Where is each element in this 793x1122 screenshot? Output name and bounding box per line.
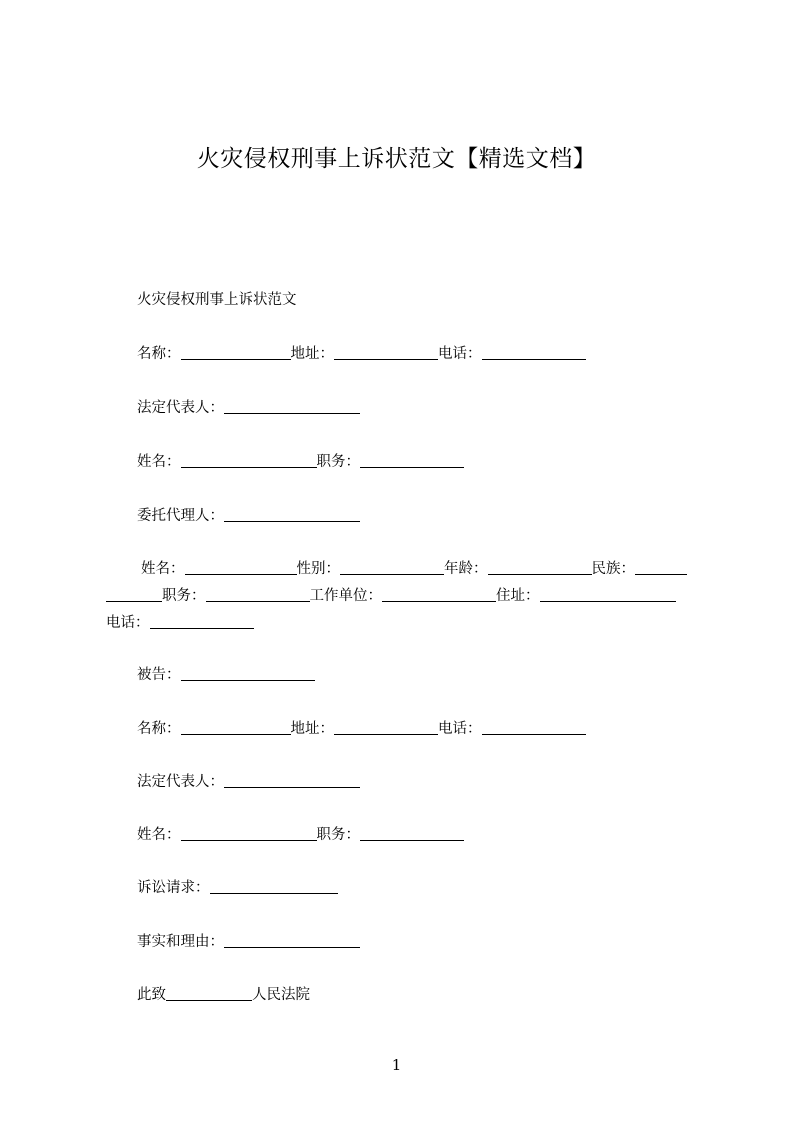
gender-label: 性别： [296,561,340,577]
position-label: 职务： [316,454,360,470]
work-unit-blank[interactable] [382,587,496,602]
def-rep-name-row [137,826,464,844]
agent-phone-blank[interactable] [150,614,254,629]
person-name-label: 姓名： [137,454,181,470]
legal-rep-label: 法定代表人： [137,400,224,416]
def-legal-rep-label: 法定代表人： [137,774,224,790]
legal-rep-blank[interactable] [224,399,360,414]
agent-label: 委托代理人： [137,508,224,524]
defendant-row [137,666,315,684]
closing-prefix: 此致 [137,987,166,1003]
age-label: 年龄： [444,561,488,577]
agent-details-line-2 [106,587,676,605]
def-address-blank[interactable] [334,720,438,735]
ethnicity-blank-cont[interactable] [106,587,162,602]
ethnicity-blank[interactable] [635,560,687,575]
closing-row [137,986,310,1004]
residence-blank[interactable] [540,587,676,602]
plaintiff-contact-row [137,345,586,363]
residence-label: 住址： [496,588,540,604]
defendant-blank[interactable] [181,666,315,681]
document-title: 火灾侵权刑事上诉状范文【精选文档】 [196,146,597,172]
ethnicity-label: 民族： [591,561,635,577]
agent-name-label: 姓名： [141,561,185,577]
agent-position-label: 职务： [162,588,206,604]
def-legal-rep-row [137,773,360,791]
agent-details-line-1 [141,560,687,578]
facts-label: 事实和理由： [137,934,224,950]
agent-position-blank[interactable] [206,587,310,602]
phone-label: 电话： [438,346,482,362]
def-name-label: 名称： [137,721,181,737]
claims-blank[interactable] [210,879,338,894]
name-label: 名称： [137,346,181,362]
def-position-label: 职务： [316,827,360,843]
position-blank[interactable] [360,453,464,468]
rep-name-row [137,453,464,471]
def-phone-label: 电话： [438,721,482,737]
claims-label: 诉讼请求： [137,880,210,896]
person-name-blank[interactable] [181,453,317,468]
agent-phone-label: 电话： [106,615,150,631]
address-blank[interactable] [334,345,438,360]
def-person-name-label: 姓名： [137,827,181,843]
work-unit-label: 工作单位： [309,588,382,604]
page-number: 1 [391,1056,402,1074]
address-label: 地址： [290,346,334,362]
legal-rep-row [137,399,360,417]
def-person-name-blank[interactable] [181,826,317,841]
def-name-blank[interactable] [181,720,291,735]
facts-row [137,933,360,951]
agent-blank[interactable] [224,507,360,522]
claims-row [137,879,338,897]
def-legal-rep-blank[interactable] [224,773,360,788]
defendant-label: 被告： [137,667,181,683]
name-blank[interactable] [181,345,291,360]
court-label: 人民法院 [252,987,310,1003]
court-blank[interactable] [166,986,252,1001]
defendant-contact-row [137,720,586,738]
agent-name-blank[interactable] [185,560,297,575]
document-heading: 火灾侵权刑事上诉状范文 [137,292,297,308]
def-position-blank[interactable] [360,826,464,841]
def-address-label: 地址： [290,721,334,737]
age-blank[interactable] [488,560,592,575]
facts-blank[interactable] [224,933,360,948]
gender-blank[interactable] [340,560,444,575]
agent-row [137,507,360,525]
def-phone-blank[interactable] [482,720,586,735]
phone-blank[interactable] [482,345,586,360]
agent-details-line-3 [106,614,254,632]
